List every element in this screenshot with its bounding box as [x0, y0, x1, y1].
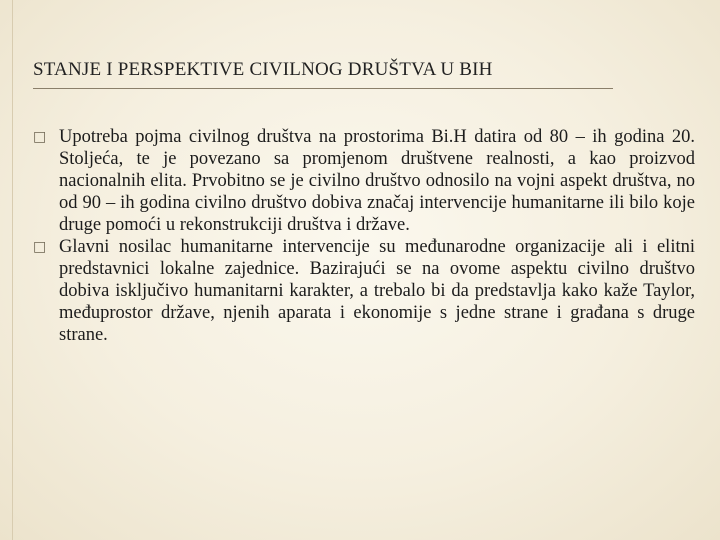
bullet-item: [33, 126, 695, 236]
slide-title: STANJE I PERSPEKTIVE CIVILNOG DRUŠTVA U BIH: [33, 59, 493, 80]
decorative-vertical-line: [12, 0, 13, 540]
square-bullet-icon: □: [33, 239, 47, 255]
title-underline: [33, 88, 613, 89]
bullet-list: [33, 126, 695, 346]
bullet-item: [33, 236, 695, 346]
bullet-text: Upotreba pojma civilnog društva na prostorima Bi.H datira od 80 – ih godina 20. Stoljeća, te je povezano sa promjenom društvene realnosti, a kao proizvod nacionalnih elita. Prvobitno se je civilno društvo odnosilo na vojni aspekt društva, no od 90 – ih godina civilno društvo dobiva značaj intervencije humanitarne ili bilo koje druge pomoći u rekonstrukciji društva i države.: [59, 127, 695, 235]
square-bullet-icon: □: [33, 129, 47, 145]
bullet-text: Glavni nosilac humanitarne intervencije su međunarodne organizacije ali i elitni predstavnici lokalne zajednice. Bazirajući se na ovome aspektu civilno društvo dobiva isključivo humanitarni karakter, a trebalo bi da predstavlja kako kaže Taylor, međuprostor države, njenih aparata i ekonomije s jedne strane i građana s druge strane.: [59, 237, 695, 345]
